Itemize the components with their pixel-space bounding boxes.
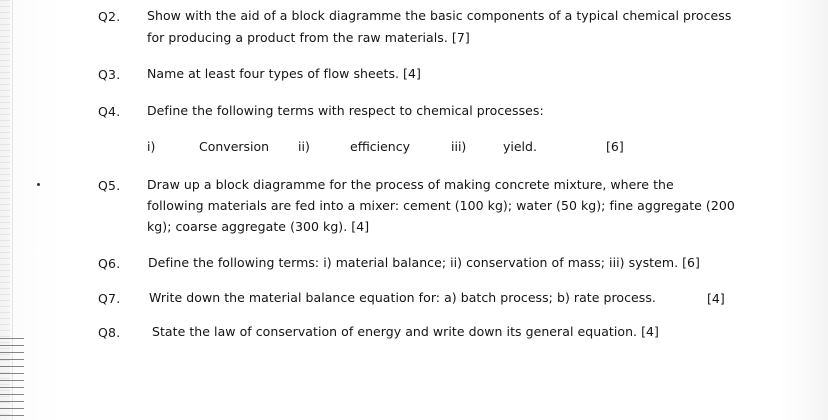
sub-item-term: yield. — [503, 139, 537, 154]
question-text: Name at least four types of flow sheets. [4] — [147, 66, 421, 81]
question-text-line-1: Draw up a block diagramme for the process of making concrete mixture, where the — [147, 177, 674, 192]
question-text: State the law of conservation of energy and write down its general equation. [4] — [152, 324, 659, 339]
sub-item-label: ii) — [298, 139, 310, 154]
marks-label: [4] — [707, 291, 725, 306]
question-number: Q5. — [98, 178, 121, 193]
question-text: Write down the material balance equation for: a) batch process; b) rate process. — [149, 290, 656, 305]
question-number: Q7. — [98, 291, 121, 306]
marks-label: [6] — [606, 139, 624, 154]
scan-binding-marks — [0, 338, 24, 420]
question-text: Define the following terms: i) material balance; ii) conservation of mass; iii) system. [6] — [148, 255, 700, 270]
question-text: Define the following terms with respect to chemical processes: — [147, 103, 544, 118]
question-number: Q3. — [98, 67, 121, 82]
question-text-line-2: following materials are fed into a mixer: cement (100 kg); water (50 kg); fine aggregate (200 — [147, 198, 735, 213]
question-number: Q6. — [98, 256, 121, 271]
question-text-line-2: for producing a product from the raw materials. [7] — [147, 30, 470, 45]
sub-item-term: efficiency — [350, 139, 411, 154]
question-number: Q2. — [98, 9, 121, 24]
stray-ink-dot — [37, 183, 40, 186]
question-text-line-3: kg); coarse aggregate (300 kg). [4] — [147, 219, 370, 234]
sub-item-label: iii) — [451, 139, 467, 154]
question-number: Q8. — [98, 325, 121, 340]
sub-item-label: i) — [147, 139, 156, 154]
sub-item-term: Conversion — [199, 139, 270, 154]
question-number: Q4. — [98, 104, 121, 119]
question-text-line-1: Show with the aid of a block diagramme the basic components of a typical chemical process — [147, 8, 732, 23]
